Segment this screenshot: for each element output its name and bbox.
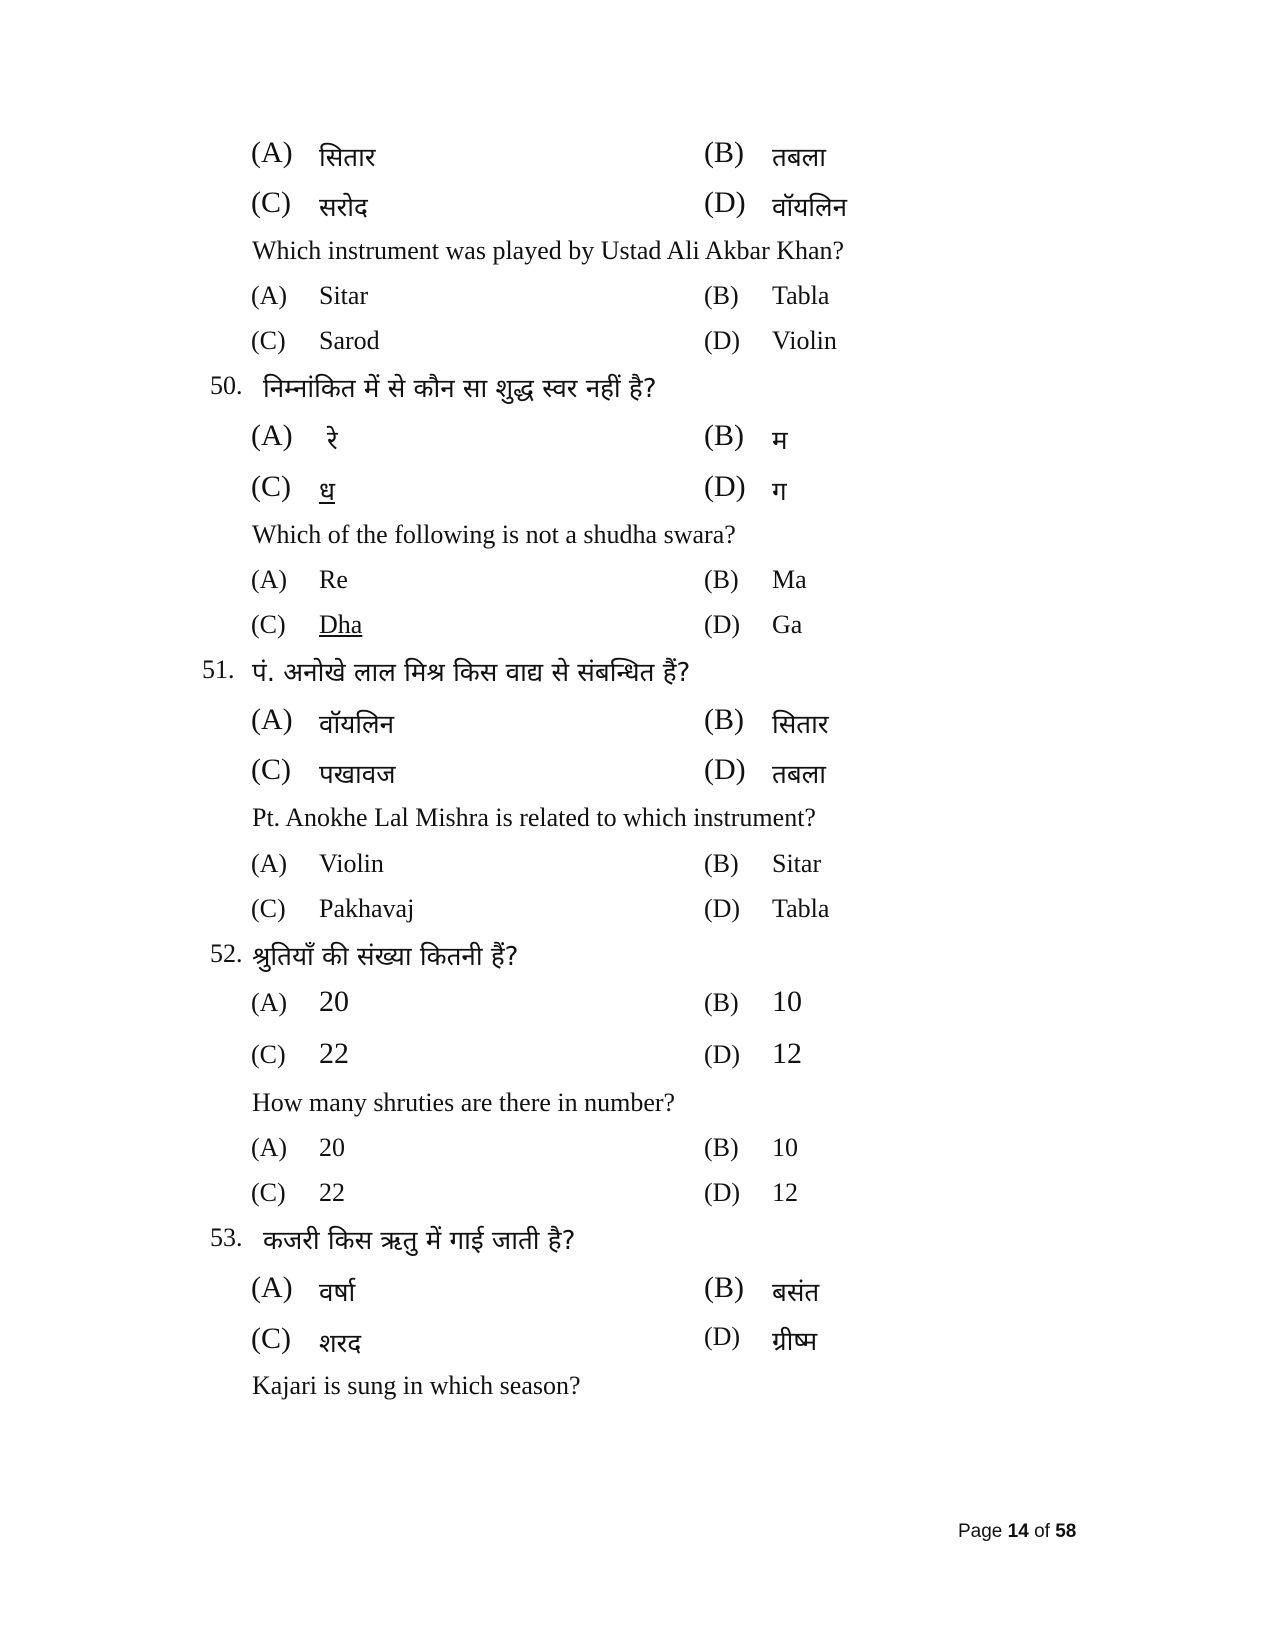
option-text: वॉयलिन [772, 193, 848, 223]
option-label: (C) [251, 753, 291, 786]
option-label: (A) [251, 1271, 293, 1304]
question-text: Which instrument was played by Ustad Ali Akbar Khan? [252, 236, 845, 265]
total-page-number: 58 [1055, 1521, 1077, 1542]
option-label: (B) [704, 565, 739, 594]
question-text: श्रुतियाँ की संख्या कितनी हैं? [252, 942, 519, 972]
option-label: (C) [251, 470, 291, 503]
option-text: 20 [319, 985, 349, 1018]
option-text: Violin [319, 849, 384, 878]
option-label: (B) [704, 849, 739, 878]
option-text: 10 [772, 985, 802, 1018]
option-label: (B) [704, 1271, 744, 1304]
option-text: Ma [772, 565, 807, 594]
option-text: Sitar [772, 849, 822, 878]
option-text: Sitar [319, 281, 369, 310]
option-label: (B) [704, 1133, 739, 1162]
option-text: बसंत [772, 1278, 820, 1308]
option-label: (B) [704, 419, 744, 452]
option-text: Re [319, 565, 348, 594]
page-footer [958, 1521, 1076, 1543]
option-text: ध [319, 477, 335, 507]
option-label: (C) [251, 894, 286, 923]
question-text: Kajari is sung in which season? [252, 1371, 581, 1400]
option-label: (A) [251, 703, 293, 736]
option-label: (C) [251, 1322, 291, 1355]
option-label: (D) [704, 1322, 741, 1351]
question-text: निम्नांकित में से कौन सा शुद्ध स्वर नहीं है? [263, 374, 657, 404]
question-text: कजरी किस ऋतु में गाई जाती है? [263, 1226, 576, 1256]
option-text: सितार [319, 143, 376, 173]
option-label: (C) [251, 1178, 286, 1207]
option-label: (D) [704, 470, 746, 503]
option-label: (D) [704, 753, 746, 786]
option-text: सितार [772, 710, 829, 740]
option-label: (D) [704, 1040, 741, 1069]
option-text: Sarod [319, 326, 380, 355]
question-text: Which of the following is not a shudha swara? [252, 520, 736, 549]
option-label: (C) [251, 186, 291, 219]
option-text: 12 [772, 1037, 802, 1070]
current-page-number: 14 [1007, 1521, 1029, 1542]
question-number: 51. [202, 655, 235, 684]
option-text: 10 [772, 1133, 798, 1162]
option-label: (C) [251, 1040, 286, 1069]
option-text: Dha [319, 610, 363, 639]
option-text: 22 [319, 1178, 345, 1207]
option-text: Pakhavaj [319, 894, 415, 923]
footer-middle: of [1028, 1521, 1056, 1542]
question-number: 53. [210, 1223, 243, 1252]
option-label: (A) [251, 565, 288, 594]
option-label: (B) [704, 703, 744, 736]
option-label: (D) [704, 326, 741, 355]
option-label: (A) [251, 849, 288, 878]
option-text: रे [327, 426, 338, 456]
option-text: वॉयलिन [319, 710, 395, 740]
option-label: (D) [704, 894, 741, 923]
option-label: (A) [251, 1133, 288, 1162]
option-text: 22 [319, 1037, 349, 1070]
option-label: (D) [704, 186, 746, 219]
option-text: तबला [772, 143, 827, 173]
option-label: (A) [251, 419, 293, 452]
option-label: (B) [704, 136, 744, 169]
question-number: 50. [210, 371, 243, 400]
option-text: ग [772, 477, 787, 507]
option-text: 12 [772, 1178, 798, 1207]
option-label: (A) [251, 281, 288, 310]
option-label: (A) [251, 988, 288, 1017]
option-label: (D) [704, 610, 741, 639]
option-label: (C) [251, 326, 286, 355]
option-label: (B) [704, 988, 739, 1017]
option-label: (C) [251, 610, 286, 639]
option-text: म [772, 426, 788, 456]
option-text: Tabla [772, 894, 830, 923]
option-text: पखावज [319, 760, 396, 790]
option-text: Tabla [772, 281, 830, 310]
question-text: Pt. Anokhe Lal Mishra is related to which instrument? [252, 803, 816, 832]
option-text: वर्षा [319, 1278, 356, 1308]
option-label: (B) [704, 281, 739, 310]
option-text: Violin [772, 326, 837, 355]
option-label: (D) [704, 1178, 741, 1207]
question-number: 52. [210, 939, 243, 968]
option-text: सरोद [319, 193, 368, 223]
option-label: (A) [251, 136, 293, 169]
option-text: ग्रीष्म [772, 1327, 818, 1357]
option-text: शरद [319, 1329, 362, 1359]
option-text: तबला [772, 760, 827, 790]
footer-prefix: Page [958, 1521, 1008, 1542]
option-text: 20 [319, 1133, 345, 1162]
question-text: पं. अनोखे लाल मिश्र किस वाद्य से संबन्धित हैं? [252, 658, 691, 688]
option-text: Ga [772, 610, 803, 639]
question-text: How many shruties are there in number? [252, 1088, 676, 1117]
